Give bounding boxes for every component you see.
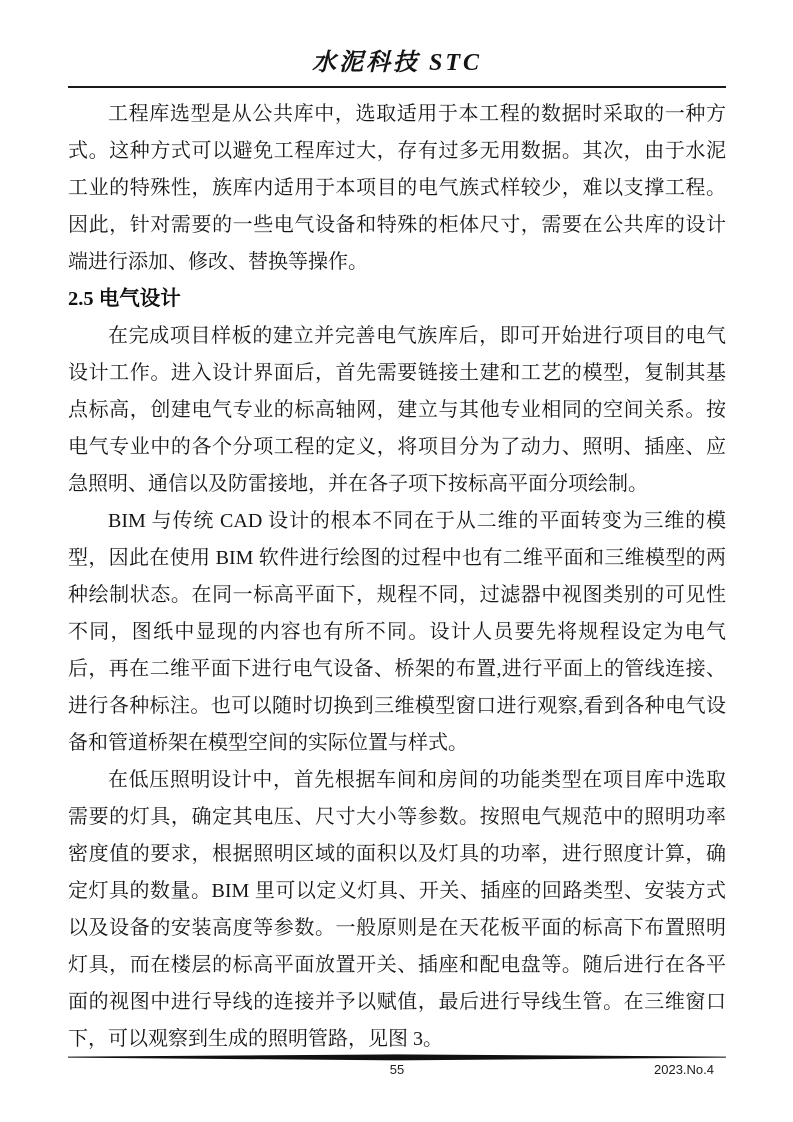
page-footer bbox=[68, 1054, 726, 1082]
footer-rule bbox=[68, 1054, 726, 1061]
footer-row bbox=[68, 1062, 726, 1082]
issue-number: 2023.No.4 bbox=[654, 1062, 714, 1077]
body-text bbox=[68, 96, 726, 1058]
paragraph-project-library: 工程库选型是从公共库中，选取适用于本工程的数据时采取的一种方式。这种方式可以避免工程库过大，存有过多无用数据。其次，由于水泥工业的特殊性，族库内适用于本项目的电气族式样较少，难以支撑工程。因此，针对需要的一些电气设备和特殊的柜体尺寸，需要在公共库的设计端进行添加、修改、替换等操作。 bbox=[68, 103, 726, 273]
section-heading-electrical-design: 2.5 电气设计 bbox=[68, 288, 181, 310]
page-content bbox=[68, 0, 726, 1058]
journal-title: 水泥科技 STC bbox=[311, 50, 482, 76]
header-rule bbox=[68, 86, 726, 88]
paragraph-bim-vs-cad: BIM 与传统 CAD 设计的根本不同在于从二维的平面转变为三维的模型，因此在使用 BIM 软件进行绘图的过程中也有二维平面和三维模型的两种绘制状态。在同一标高平面下，规程不同，过滤器中视图类别的可见性不同，图纸中显现的内容也有所不同。设计人员要先将规程设定为电气后，再在二维平面下进行电气设备、桥架的布置,进行平面上的管线连接、进行各种标注。也可以随时切换到三维模型窗口进行观察,看到各种电气设备和管道桥架在模型空间的实际位置与样式。 bbox=[68, 510, 726, 754]
page-number: 55 bbox=[389, 1062, 405, 1077]
paragraph-lighting-design: 在低压照明设计中，首先根据车间和房间的功能类型在项目库中选取需要的灯具，确定其电压、尺寸大小等参数。按照电气规范中的照明功率密度值的要求，根据照明区域的面积以及灯具的功率，进行照度计算，确定灯具的数量。BIM 里可以定义灯具、开关、插座的回路类型、安装方式以及设备的安装高度等参数。一般原则是在天花板平面的标高下布置照明灯具，而在楼层的标高平面放置开关、插座和配电盘等。随后进行在各平面的视图中进行导线的连接并予以赋值，最后进行导线生管。在三维窗口下，可以观察到生成的照明管路，见图 3。 bbox=[68, 769, 726, 1050]
paragraph-electrical-design-workflow: 在完成项目样板的建立并完善电气族库后，即可开始进行项目的电气设计工作。进入设计界面后，首先需要链接土建和工艺的模型，复制其基点标高，创建电气专业的标高轴网，建立与其他专业相同的空间关系。按电气专业中的各个分项工程的定义，将项目分为了动力、照明、插座、应急照明、通信以及防雷接地，并在各子项下按标高平面分项绘制。 bbox=[68, 325, 726, 495]
